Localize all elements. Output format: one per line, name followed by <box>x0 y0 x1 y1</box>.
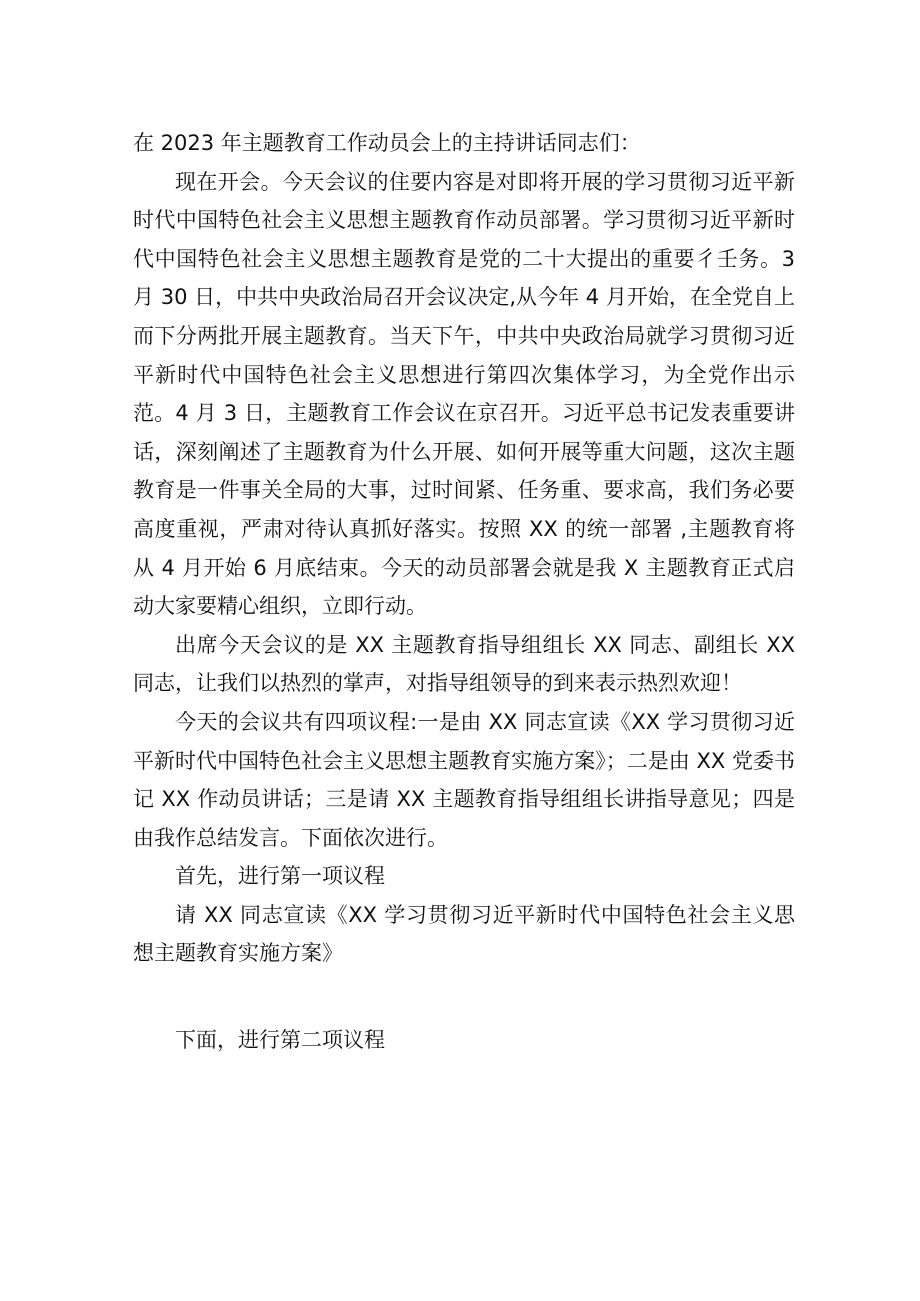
document-title-line: 在 2023 年主题教育工作动员会上的主持讲话同志们： <box>133 131 641 155</box>
blank-spacer <box>133 973 795 1021</box>
paragraph-agenda: 今天的会议共有四项议程:一是由 XX 同志宣读《XX 学习贯彻习近平新时代中国特色社会主义思想主题教育实施方案》；二是由 XX 党委书记 XX 作动员讲话；三是请 XX 主题教育指导组组长讲指导意见；四是由我作总结发言。下面依次进行。 <box>133 709 795 850</box>
paragraph-attendees: 出席今天会议的是 XX 主题教育指导组组长 XX 同志、副组长 XX 同志，让我们以热烈的掌声，对指导组领导的到来表示热烈欢迎！ <box>133 632 795 696</box>
document-body <box>133 124 795 1060</box>
paragraph-second-agenda-item: 下面，进行第二项议程 <box>175 1028 385 1053</box>
paragraph-first-agenda-item: 首先，进行第一项议程 <box>175 864 385 889</box>
paragraph-read-plan: 请 XX 同志宣读《XX 学习贯彻习近平新时代中国特色社会主义思想主题教育实施方案》 <box>133 902 795 966</box>
paragraph-opening: 现在开会。今天会议的住要内容是对即将开展的学习贯彻习近平新时代中国特色社会主义思想主题教育作动员部署。学习贯彻习近平新时代中国特色社会主义思想主题教育是党的二十大提出的重要彳壬务。3 月 30 日，中共中央政治局召开会议决定,从今年 4 月开始，在全党自上而下分两批开展主题教育。当天下午，中共中央政治局就学习贯彻习近平新时代中国特色社会主义思想进行第四次集体学习，为全党作出示范。4 月 3 日，主题教育工作会议在京召开。习近平总书记发表重要讲话，深刻阐述了主题教育为什么开展、如何开展等重大问题，这次主题教育是一件事关全局的大事，过时间紧、任务重、要求高，我们务必要高度重视，严肃对待认真抓好落实。按照 XX 的统一部署 ,主题教育将从 4 月开始 6 月底结束。今天的动员部署会就是我 X 主题教育正式启动大家要精心组织，立即行动。 <box>133 169 795 619</box>
